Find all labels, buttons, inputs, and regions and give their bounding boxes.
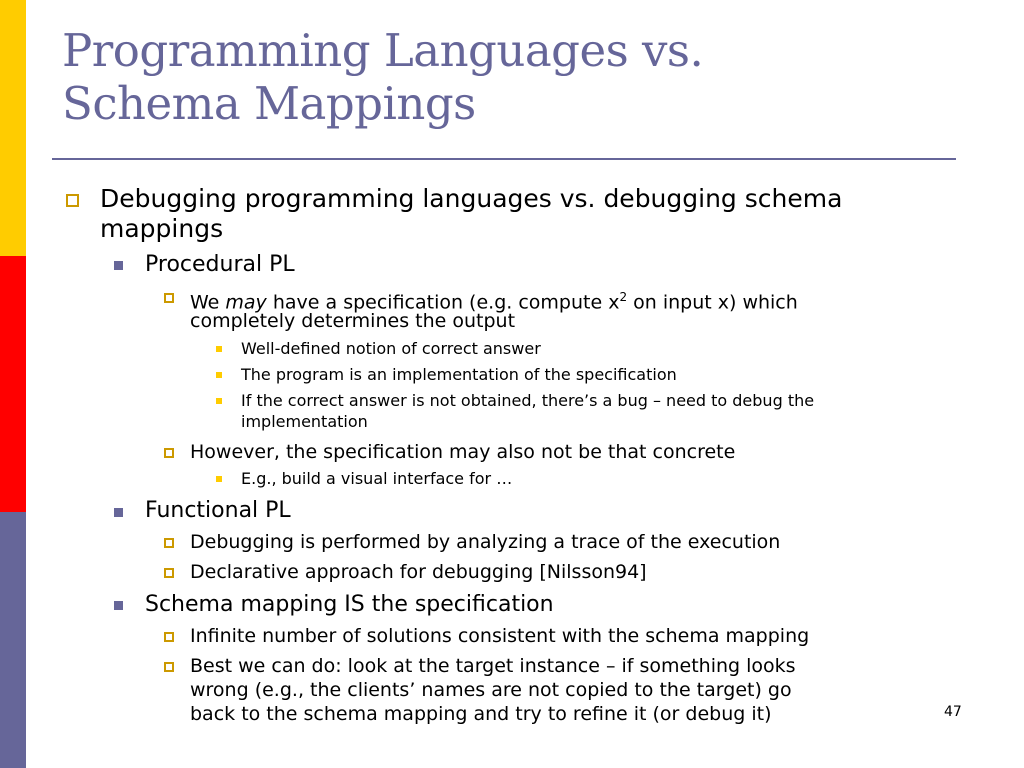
hollow-square-bullet-icon [164,632,174,642]
bullet-text: Infinite number of solutions consistent with the schema mapping [190,625,810,647]
text-spec-part1: have a specification (e.g. compute x [266,291,620,314]
small-square-bullet-icon [216,346,222,352]
bullet-text: The program is an implementation of the specification [241,365,677,384]
bullet-text: Schema mapping IS the specification [145,592,554,617]
bullet-text-line-3: back to the schema mapping and try to refine it (or debug it) [190,703,772,725]
text-spec-part2: on input x) which [627,291,798,314]
small-square-bullet-icon [216,372,222,378]
bullet-text: However, the specification may also not be that concrete [190,441,736,463]
bullet-text: Declarative approach for debugging [Nilsson94] [190,561,647,583]
slide-title-line-2: Schema Mappings [62,77,476,130]
bullet-text-line-1: If the correct answer is not obtained, there’s a bug – need to debug the [241,391,815,410]
hollow-square-bullet-icon [164,662,174,672]
bullet-text-line-2: wrong (e.g., the clients’ names are not copied to the target) go [190,679,792,701]
hollow-square-bullet-icon [66,194,79,207]
bullet-text: Debugging is performed by analyzing a trace of the execution [190,531,781,553]
hollow-square-bullet-icon [164,448,174,458]
text-may-italic: may [225,291,267,314]
hollow-square-bullet-icon [164,538,174,548]
bullet-text: E.g., build a visual interface for … [241,469,513,488]
superscript-2: 2 [619,290,628,304]
bullet-text-line-2: mappings [100,214,224,243]
square-bullet-icon [114,261,123,270]
bullet-text: Well-defined notion of correct answer [241,339,541,358]
bullet-text-line-2: completely determines the output [190,310,516,332]
bullet-text-line-1: Best we can do: look at the target instance – if something looks [190,655,796,677]
bullet-text-line-1: Debugging programming languages vs. debugging schema [100,184,843,213]
hollow-square-bullet-icon [164,293,174,303]
bullet-text-line-2: implementation [241,412,368,431]
hollow-square-bullet-icon [164,568,174,578]
slide-title-line-1: Programming Languages vs. [62,24,704,77]
small-square-bullet-icon [216,398,222,404]
text-we: We [190,291,226,314]
bullet-text: Procedural PL [145,252,295,277]
bullet-text: Functional PL [145,498,291,523]
square-bullet-icon [114,508,123,517]
small-square-bullet-icon [216,476,222,482]
square-bullet-icon [114,601,123,610]
page-number: 47 [944,704,962,720]
